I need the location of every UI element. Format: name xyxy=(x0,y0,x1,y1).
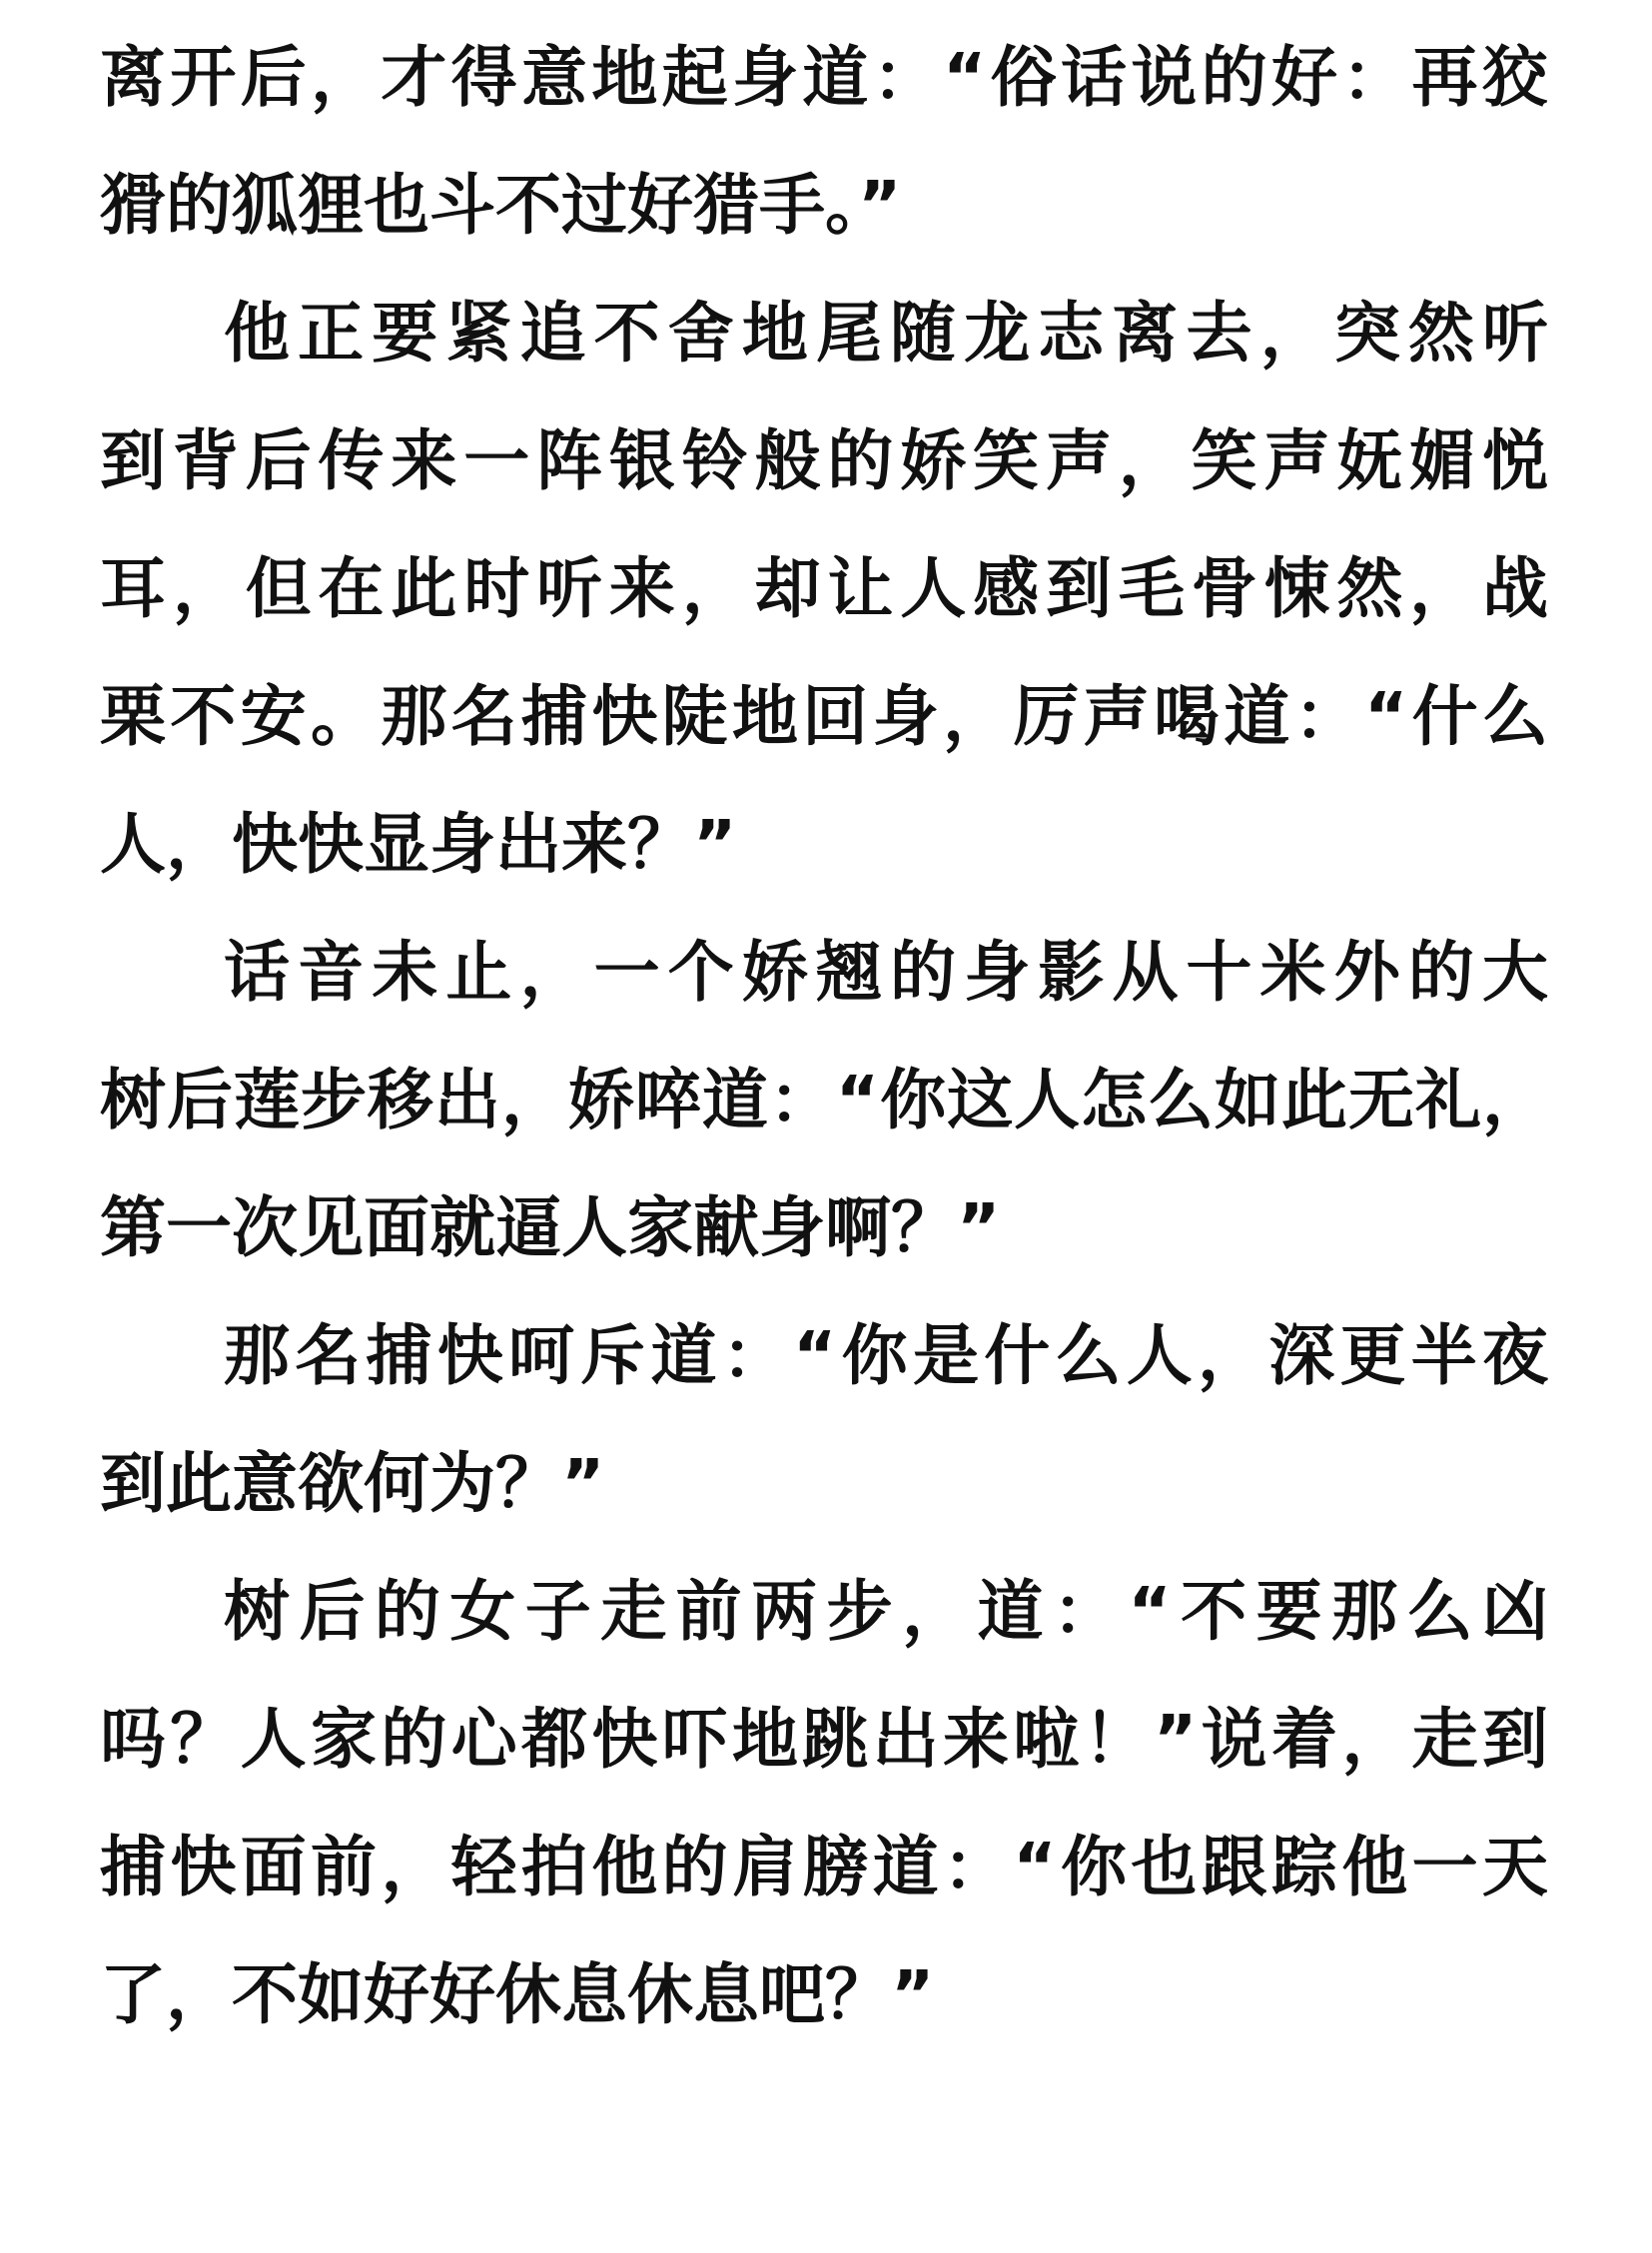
text-line: 树后莲步移出，娇啐道：“你这人怎么如此无礼， xyxy=(100,1062,1548,1138)
text-line: 了，不如好好休息休息吧？” xyxy=(100,1956,935,2033)
paragraph-first-line: 那名捕快呵斥道：“你是什么人，深更半夜 xyxy=(224,1317,1548,1394)
text-line: 到背后传来一阵银铃般的娇笑声，笑声妩媚悦 xyxy=(100,422,1548,499)
paragraph-first-line: 话音未止，一个娇翘的身影从十米外的大 xyxy=(224,934,1548,1011)
text-line: 人，快快显身出来？” xyxy=(100,806,737,883)
text-line: 离开后，才得意地起身道：“俗话说的好：再狡 xyxy=(100,39,1548,116)
body-text xyxy=(100,14,1548,2059)
paragraph-first-line: 他正要紧追不舍地尾随龙志离去，突然听 xyxy=(224,295,1548,372)
text-line: 耳，但在此时听来，却让人感到毛骨悚然，战 xyxy=(100,550,1548,627)
text-line: 吗？人家的心都快吓地跳出来啦！”说着，走到 xyxy=(100,1701,1548,1778)
text-line: 到此意欲何为？” xyxy=(100,1445,605,1522)
paragraph-first-line: 树后的女子走前两步，道：“不要那么凶 xyxy=(224,1573,1548,1650)
text-line: 猾的狐狸也斗不过好猎手。” xyxy=(100,167,902,244)
text-line: 第一次见面就逼人家献身啊？” xyxy=(100,1189,1001,1266)
text-line: 捕快面前，轻拍他的肩膀道：“你也跟踪他一天 xyxy=(100,1829,1548,1905)
text-line: 栗不安。那名捕快陡地回身，厉声喝道：“什么 xyxy=(100,678,1548,755)
